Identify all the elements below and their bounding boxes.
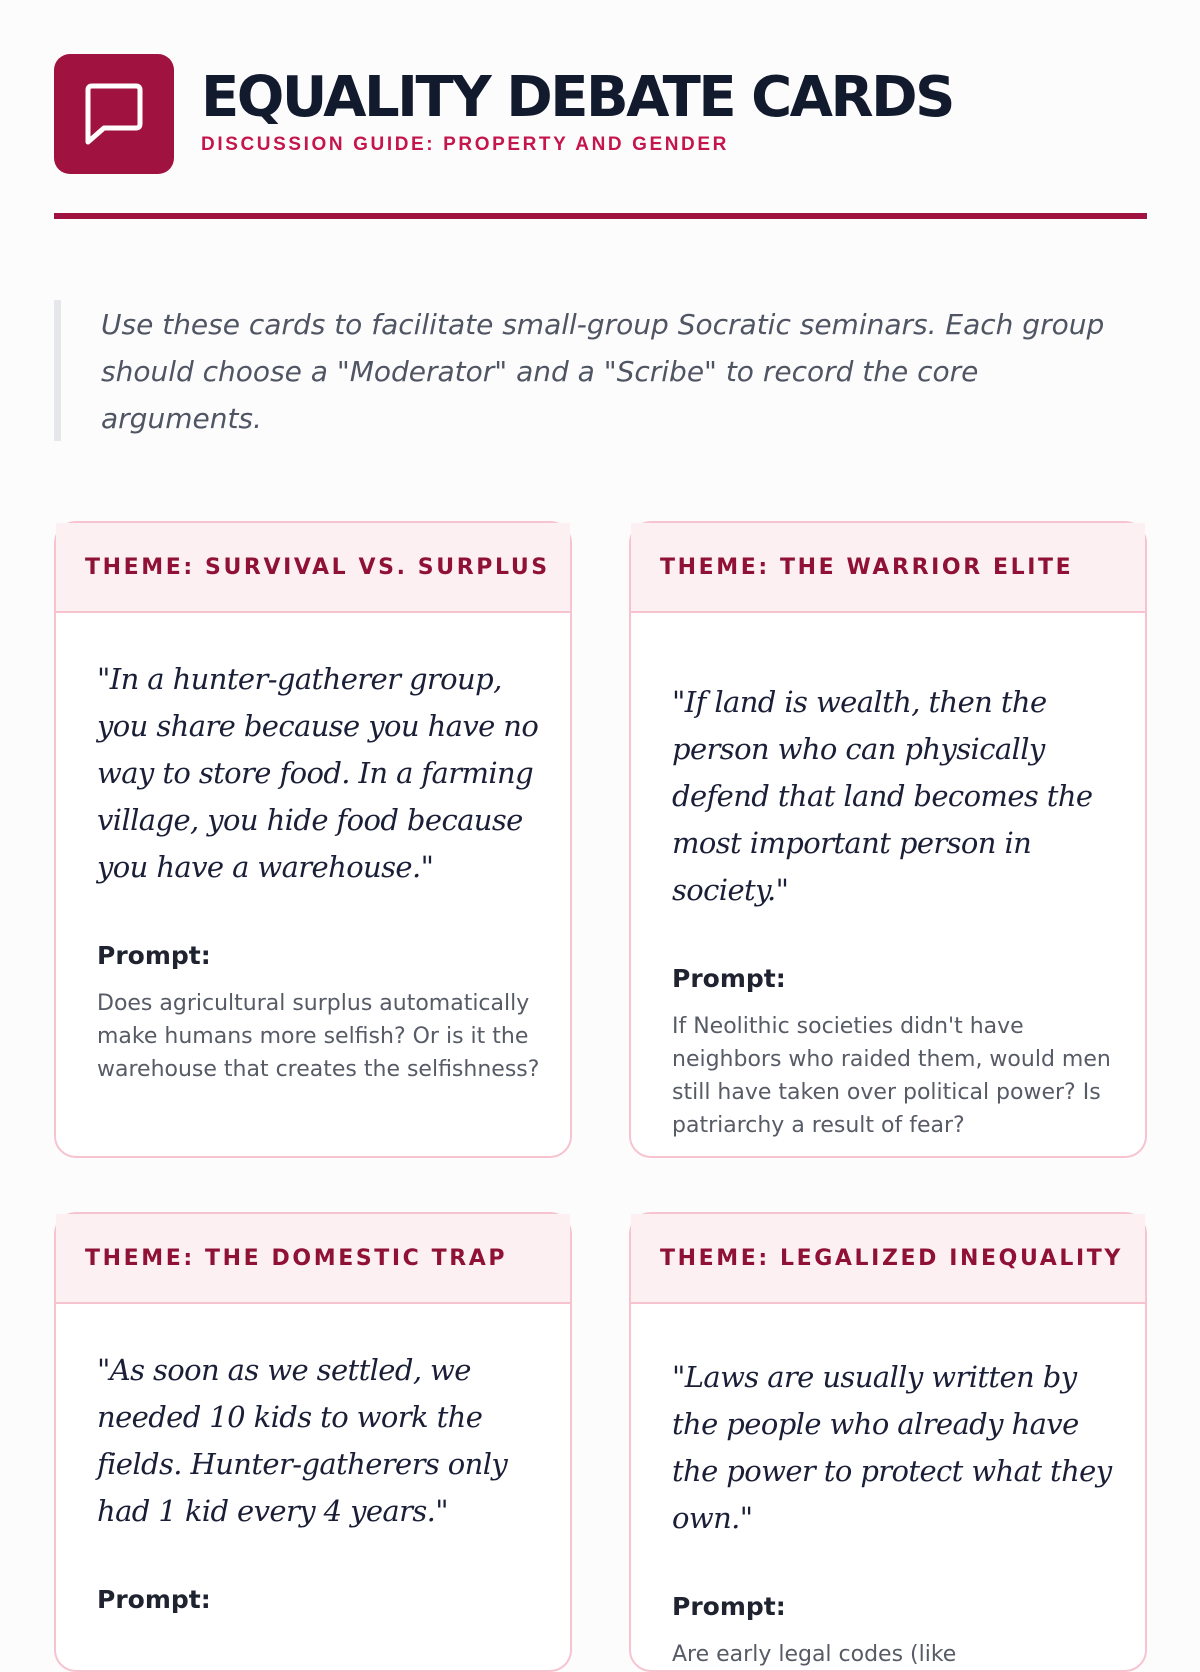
- card-quote: "Laws are usually written by the people who already have the power to protect what they own.": [672, 1360, 1112, 1535]
- card-prompt-text: If Neolithic societies didn't have neighbors who raided them, would men still have taken over political power? Is patriarchy a result of fear?: [672, 1014, 1111, 1138]
- page-subtitle: DISCUSSION GUIDE: PROPERTY AND GENDER: [201, 134, 729, 155]
- card-theme: THEME: THE WARRIOR ELITE: [660, 554, 1074, 580]
- card-theme: THEME: THE DOMESTIC TRAP: [85, 1245, 508, 1271]
- page-title: EQUALITY DEBATE CARDS: [201, 65, 953, 130]
- card-body: [56, 1304, 570, 1614]
- card-body: [631, 613, 1145, 1142]
- card-prompt-label: Prompt:: [672, 1592, 786, 1621]
- card-header: [631, 1214, 1145, 1304]
- card-header: [56, 523, 570, 613]
- intro-text: Use these cards to facilitate small-group Socratic seminars. Each group should choose a "Moderator" and a "Scribe" to record the core arguments.: [101, 308, 1105, 435]
- card-prompt-label: Prompt:: [672, 964, 786, 993]
- card-quote: "If land is wealth, then the person who can physically defend that land becomes the most important person in society.": [672, 685, 1093, 907]
- header-divider: [54, 213, 1147, 219]
- debate-card-survival: [54, 521, 572, 1158]
- card-prompt-text: Does agricultural surplus automatically make humans more selfish? Or is it the warehouse that creates the selfishness?: [97, 991, 540, 1082]
- card-body: [56, 613, 570, 1086]
- chat-bubble-icon: [82, 82, 146, 146]
- logo: [54, 54, 174, 174]
- card-theme: THEME: SURVIVAL VS. SURPLUS: [85, 554, 550, 580]
- card-body: [631, 1304, 1145, 1671]
- intro-blockquote: [54, 300, 1147, 441]
- card-prompt-label: Prompt:: [97, 1585, 211, 1614]
- debate-card-legalized: [629, 1212, 1147, 1672]
- card-quote: "In a hunter-gatherer group, you share because you have no way to store food. In a farming village, you hide food because you have a warehouse.": [97, 662, 539, 884]
- debate-card-warrior: [629, 521, 1147, 1158]
- page: [54, 0, 1147, 1667]
- card-prompt-text: Are early legal codes (like: [672, 1642, 957, 1667]
- card-prompt-label: Prompt:: [97, 941, 211, 970]
- debate-card-domestic: [54, 1212, 572, 1672]
- card-quote: "As soon as we settled, we needed 10 kids to work the fields. Hunter-gatherers only had 1 kid every 4 years.": [97, 1353, 508, 1528]
- card-header: [631, 523, 1145, 613]
- header: [54, 54, 1147, 174]
- card-header: [56, 1214, 570, 1304]
- card-theme: THEME: LEGALIZED INEQUALITY: [660, 1245, 1123, 1271]
